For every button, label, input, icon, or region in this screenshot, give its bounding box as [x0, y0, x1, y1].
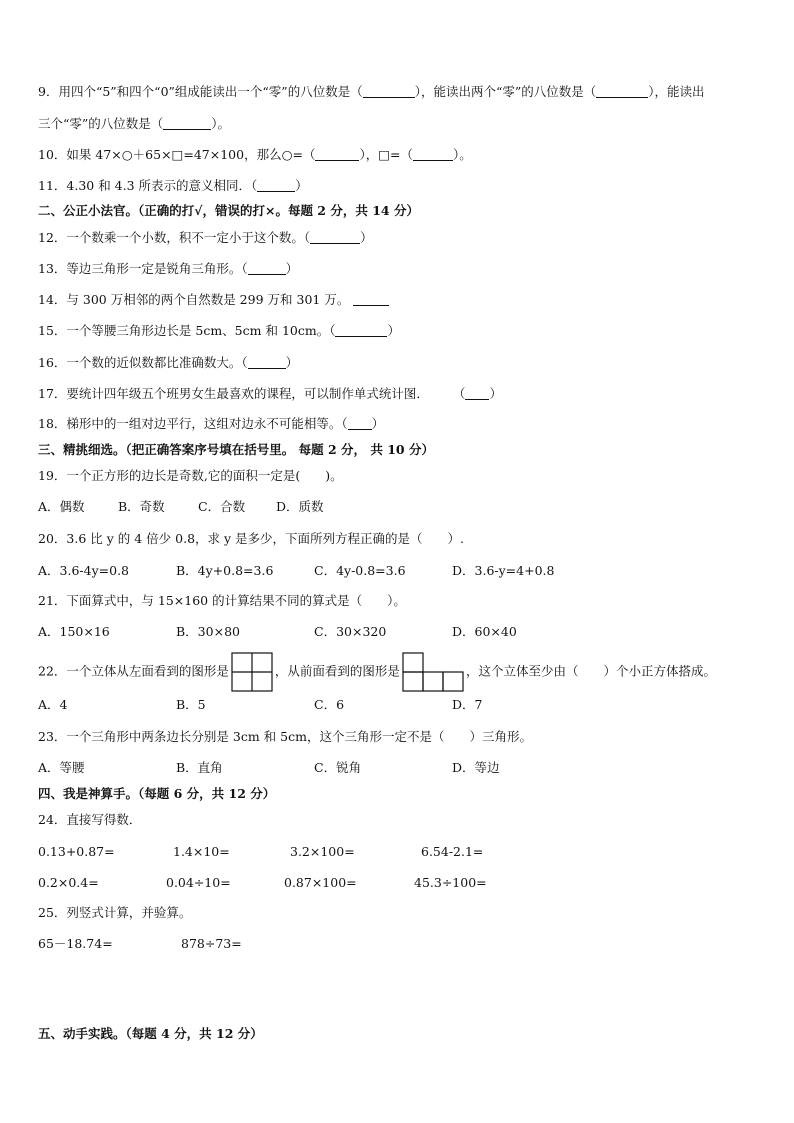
question-23-stem: 23．一个三角形中两条边长分别是 3cm 和 5cm，这个三角形一定不是（ ）三角形。 [38, 729, 532, 744]
option-d[interactable]: D．等边 [452, 760, 500, 775]
option-a[interactable]: A．150×16 [38, 624, 110, 639]
question-11: 11．4.30 和 4.3 所表示的意义相同．（ ） [38, 178, 308, 193]
question-21-stem: 21．下面算式中，与 15×160 的计算结果不同的算式是（ ）。 [38, 593, 406, 608]
option-b[interactable]: B．30×80 [176, 624, 240, 639]
calc-item: 1.4×10= [173, 844, 230, 859]
option-b[interactable]: B．直角 [176, 760, 223, 775]
answer-blank[interactable] [363, 85, 415, 98]
option-d[interactable]: D．3.6-y=4+0.8 [452, 563, 555, 578]
question-22-options [38, 697, 758, 713]
calc-item: 3.2×100= [290, 844, 355, 859]
option-c[interactable]: C．锐角 [314, 760, 362, 775]
question-10: 10．如果 47×○＋65×□=47×100，那么○=（ ），□=（ ）。 [38, 147, 472, 162]
section-5-heading: 五、动手实践。（每题 4 分，共 12 分） [38, 1026, 263, 1041]
option-c[interactable]: C．4y-0.8=3.6 [314, 563, 406, 578]
option-d[interactable]: D．质数 [276, 499, 324, 514]
section-3-heading: 三、精挑细选。（把正确答案序号填在括号里。 每题 2 分， 共 10 分） [38, 442, 434, 457]
question-20-stem: 20．3.6 比 y 的 4 倍少 0.8，求 y 是多少，下面所列方程正确的是（ ）. [38, 531, 465, 546]
question-9-line1: 9．用四个“5”和四个“0”组成能读出一个“零”的八位数是（ ），能读出两个“零”的八位数是（ ），能读出 [38, 84, 705, 99]
answer-blank[interactable] [315, 148, 359, 161]
front-view-figure [402, 652, 464, 692]
question-20-options [38, 563, 758, 579]
answer-blank[interactable] [248, 356, 286, 369]
option-b[interactable]: B．5 [176, 697, 206, 712]
question-19-options [38, 499, 758, 515]
calc-item: 878÷73= [181, 936, 242, 951]
question-25-stem: 25．列竖式计算，并验算。 [38, 905, 192, 920]
question-17: 17．要统计四年级五个班男女生最喜欢的课程，可以制作单式统计图． （ ） [38, 386, 502, 401]
calc-item: 0.13+0.87= [38, 844, 115, 859]
answer-blank[interactable] [596, 85, 648, 98]
question-15: 15．一个等腰三角形边长是 5cm、5cm 和 10cm。（ ） [38, 323, 400, 338]
option-a[interactable]: A．等腰 [38, 760, 85, 775]
answer-blank[interactable] [353, 293, 389, 306]
question-18: 18．梯形中的一组对边平行，这组对边永不可能相等。（ ） [38, 416, 385, 431]
option-c[interactable]: C．6 [314, 697, 345, 712]
question-13: 13．等边三角形一定是锐角三角形。（ ） [38, 261, 299, 276]
question-9-line2: 三个“零”的八位数是（ ）。 [38, 116, 231, 131]
answer-blank[interactable] [310, 231, 360, 244]
option-a[interactable]: A．3.6-4y=0.8 [38, 563, 129, 578]
answer-blank[interactable] [257, 179, 295, 192]
answer-blank[interactable] [348, 417, 372, 430]
question-24-stem: 24．直接写得数． [38, 812, 142, 827]
option-d[interactable]: D．7 [452, 697, 483, 712]
answer-blank[interactable] [163, 117, 211, 130]
option-c[interactable]: C．合数 [198, 499, 246, 514]
calc-item: 6.54-2.1= [421, 844, 484, 859]
question-16: 16．一个数的近似数都比准确数大。（ ） [38, 355, 299, 370]
calc-item: 45.3÷100= [414, 875, 487, 890]
calc-item: 0.2×0.4= [38, 875, 99, 890]
answer-blank[interactable] [335, 324, 387, 337]
option-b[interactable]: B．奇数 [118, 499, 165, 514]
option-a[interactable]: A．4 [38, 697, 68, 712]
question-21-options [38, 624, 758, 640]
calc-item: 0.87×100= [284, 875, 357, 890]
question-14: 14．与 300 万相邻的两个自然数是 299 万和 301 万。 [38, 292, 389, 308]
calc-item: 0.04÷10= [166, 875, 231, 890]
question-19-stem: 19．一个正方形的边长是奇数,它的面积一定是( )。 [38, 468, 343, 483]
calc-item: 65－18.74= [38, 936, 113, 951]
option-c[interactable]: C．30×320 [314, 624, 387, 639]
answer-blank[interactable] [248, 262, 286, 275]
answer-blank[interactable] [465, 387, 489, 400]
answer-blank[interactable] [413, 148, 453, 161]
section-4-heading: 四、我是神算手。（每题 6 分，共 12 分） [38, 786, 276, 801]
option-b[interactable]: B．4y+0.8=3.6 [176, 563, 274, 578]
left-view-figure [231, 652, 273, 692]
question-23-options [38, 760, 758, 776]
question-22-stem: 22．一个立体从左面看到的图形是 ，从前面看到的图形是 ，这个立体至少由（ ）个小正方体搭成。 [38, 652, 716, 690]
question-12: 12．一个数乘一个小数，积不一定小于这个数。（ ） [38, 230, 373, 245]
option-d[interactable]: D．60×40 [452, 624, 517, 639]
section-2-heading: 二、公正小法官。（正确的打√，错误的打×。每题 2 分，共 14 分） [38, 203, 419, 218]
option-a[interactable]: A．偶数 [38, 499, 85, 514]
